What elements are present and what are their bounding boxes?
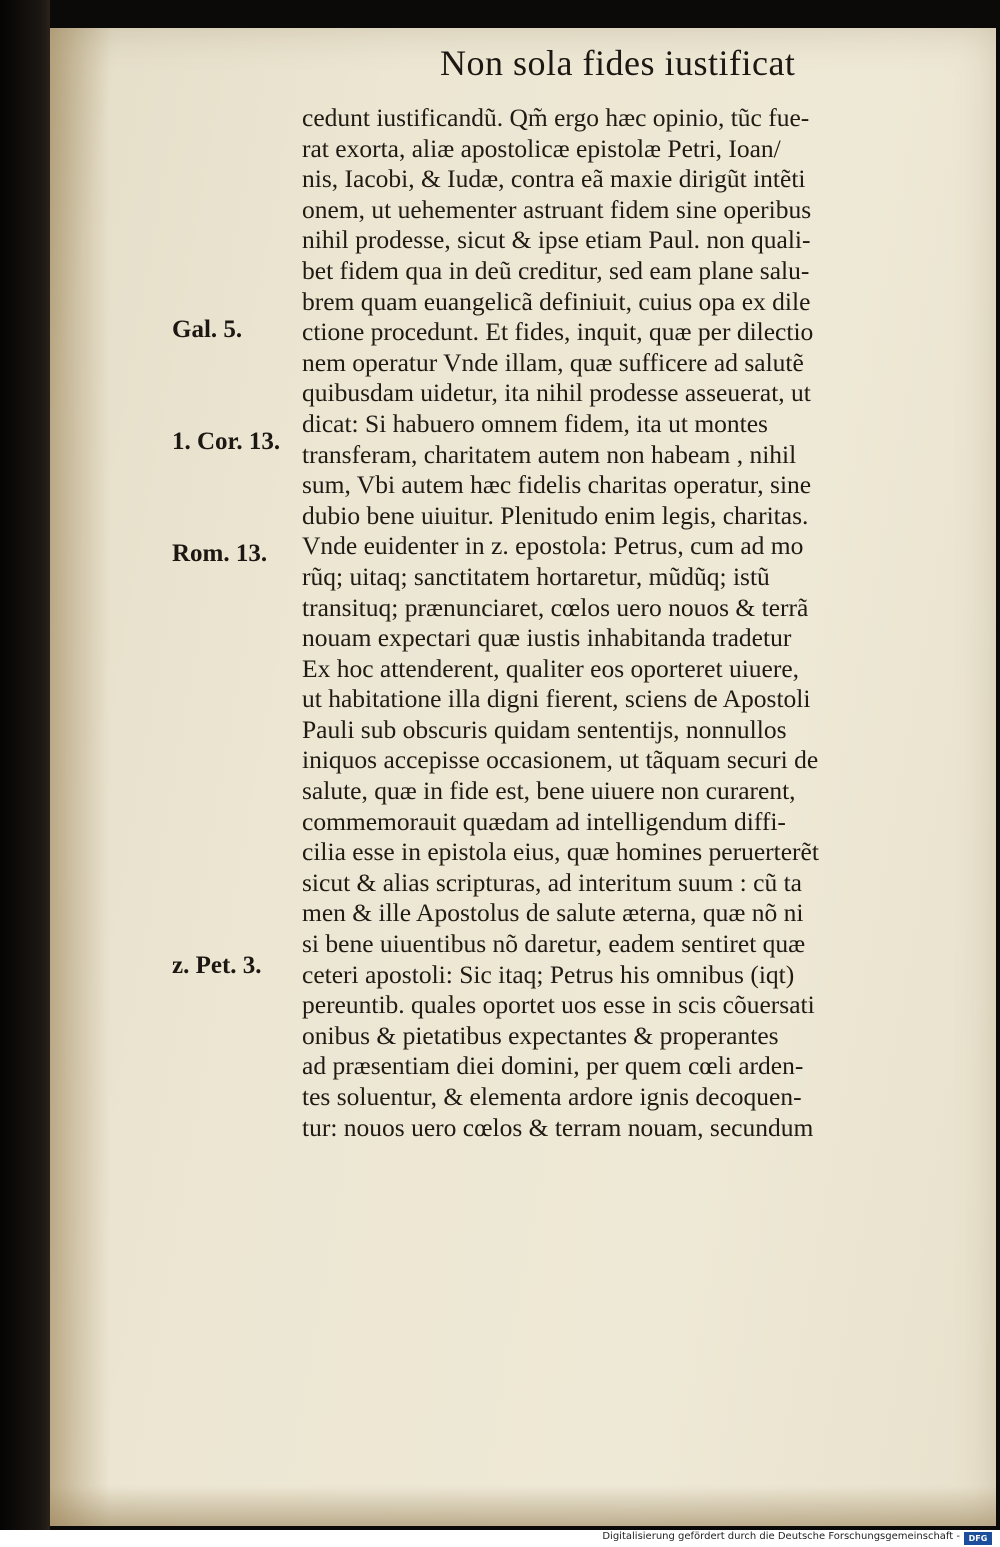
page-stain-left [50,28,110,1526]
page-stain-bottom [50,1486,996,1526]
text-line: salute, quæ in fide est, bene uiuere non curarent, [302,776,796,806]
margin-note-cor: 1. Cor. 13. [172,428,281,455]
margin-note-gal: Gal. 5. [172,316,243,343]
body-text [302,103,942,1143]
text-line: iniquos accepisse occasionem, ut tãquam securi de [302,745,819,775]
text-line: tes soluentur, & elementa ardore ignis decoquen- [302,1082,802,1111]
text-line: onibus & pietatibus expectantes & properantes [302,1020,779,1050]
text-line: nem operatur Vnde illam, quæ sufficere ad salutẽ [302,347,804,377]
text-line: ctione procedunt. Et fides, inquit, quæ per dilectio [302,317,814,347]
text-line: Pauli sub obscuris quidam sententijs, nonnullos [302,714,787,744]
text-line: bet fidem qua in deũ creditur, sed eam plane salu- [302,255,810,285]
text-line: Vnde euidenter in z. epostola: Petrus, cum ad mo [302,531,804,561]
text-line: sum, Vbi autem hæc fidelis charitas operatur, sine [302,470,812,500]
text-line: brem quam euangelicã definiuit, cuius opa ex dile [302,286,811,316]
text-line: rũq; uitaq; sanctitatem hortaretur, mũdũq; istũ [302,561,770,591]
book-page [50,28,996,1526]
text-line: transferam, charitatem autem non habeam , nihil [302,439,797,469]
text-line: ceteri apostoli: Sic itaq; Petrus his omnibus (iqt) [302,959,795,989]
text-line: cilia esse in epistola eius, quæ homines peruerterẽt [302,837,819,867]
text-line: nis, Iacobi, & Iudæ, contra eã maxie dirigũt intẽti [302,164,806,194]
footer-bar [0,1530,1000,1547]
text-line: men & ille Apostolus de salute æterna, quæ nõ ni [302,898,804,928]
margin-note-rom: Rom. 13. [172,540,268,567]
text-line: Ex hoc attenderent, qualiter eos oporteret uiuere, [302,653,800,683]
text-line: rat exorta, aliæ apostolicæ epistolæ Petri, Ioan/ [302,133,781,163]
text-line: si bene uiuentibus nõ daretur, eadem sentiret quæ [302,929,806,959]
text-line: ad præsentiam diei domini, per quem cœli arden- [302,1051,804,1081]
text-line: ut habitatione illa digni fierent, sciens de Apostoli [302,684,811,714]
text-line: quibusdam uidetur, ita nihil prodesse asseuerat, ut [302,378,811,408]
text-line: transituq; prænunciaret, cœlos uero nouos & terrã [302,592,809,622]
scan-border [0,0,50,1530]
text-line: nouam expectari quæ iustis inhabitanda tradetur [302,623,792,653]
text-line: cedunt iustificandũ. Qm̃ ergo hæc opinio, tũc fue- [302,103,810,132]
text-line: pereuntib. quales oportet uos esse in scis cõuersati [302,990,815,1020]
footer-credit: Digitalisierung gefördert durch die Deutsche Forschungsgemeinschaft - [602,1531,960,1542]
text-line: dubio bene uiuitur. Plenitudo enim legis, charitas. [302,500,809,530]
text-line: sicut & alias scripturas, ad interitum suum : cũ ta [302,867,802,897]
text-line: dicat: Si habuero omnem fidem, ita ut montes [302,408,768,438]
text-line: commemorauit quædam ad intelligendum diffi- [302,806,786,836]
margin-note-pet: z. Pet. 3. [172,952,262,979]
running-header: Non sola fides iustificat [440,43,796,83]
text-line: tur: nouos uero cœlos & terram nouam, secundum [302,1112,814,1142]
dfg-logo[interactable]: DFG [964,1532,992,1545]
text-line: nihil prodesse, sicut & ipse etiam Paul. non quali- [302,225,811,255]
text-line: onem, ut uehementer astruant fidem sine operibus [302,194,812,224]
